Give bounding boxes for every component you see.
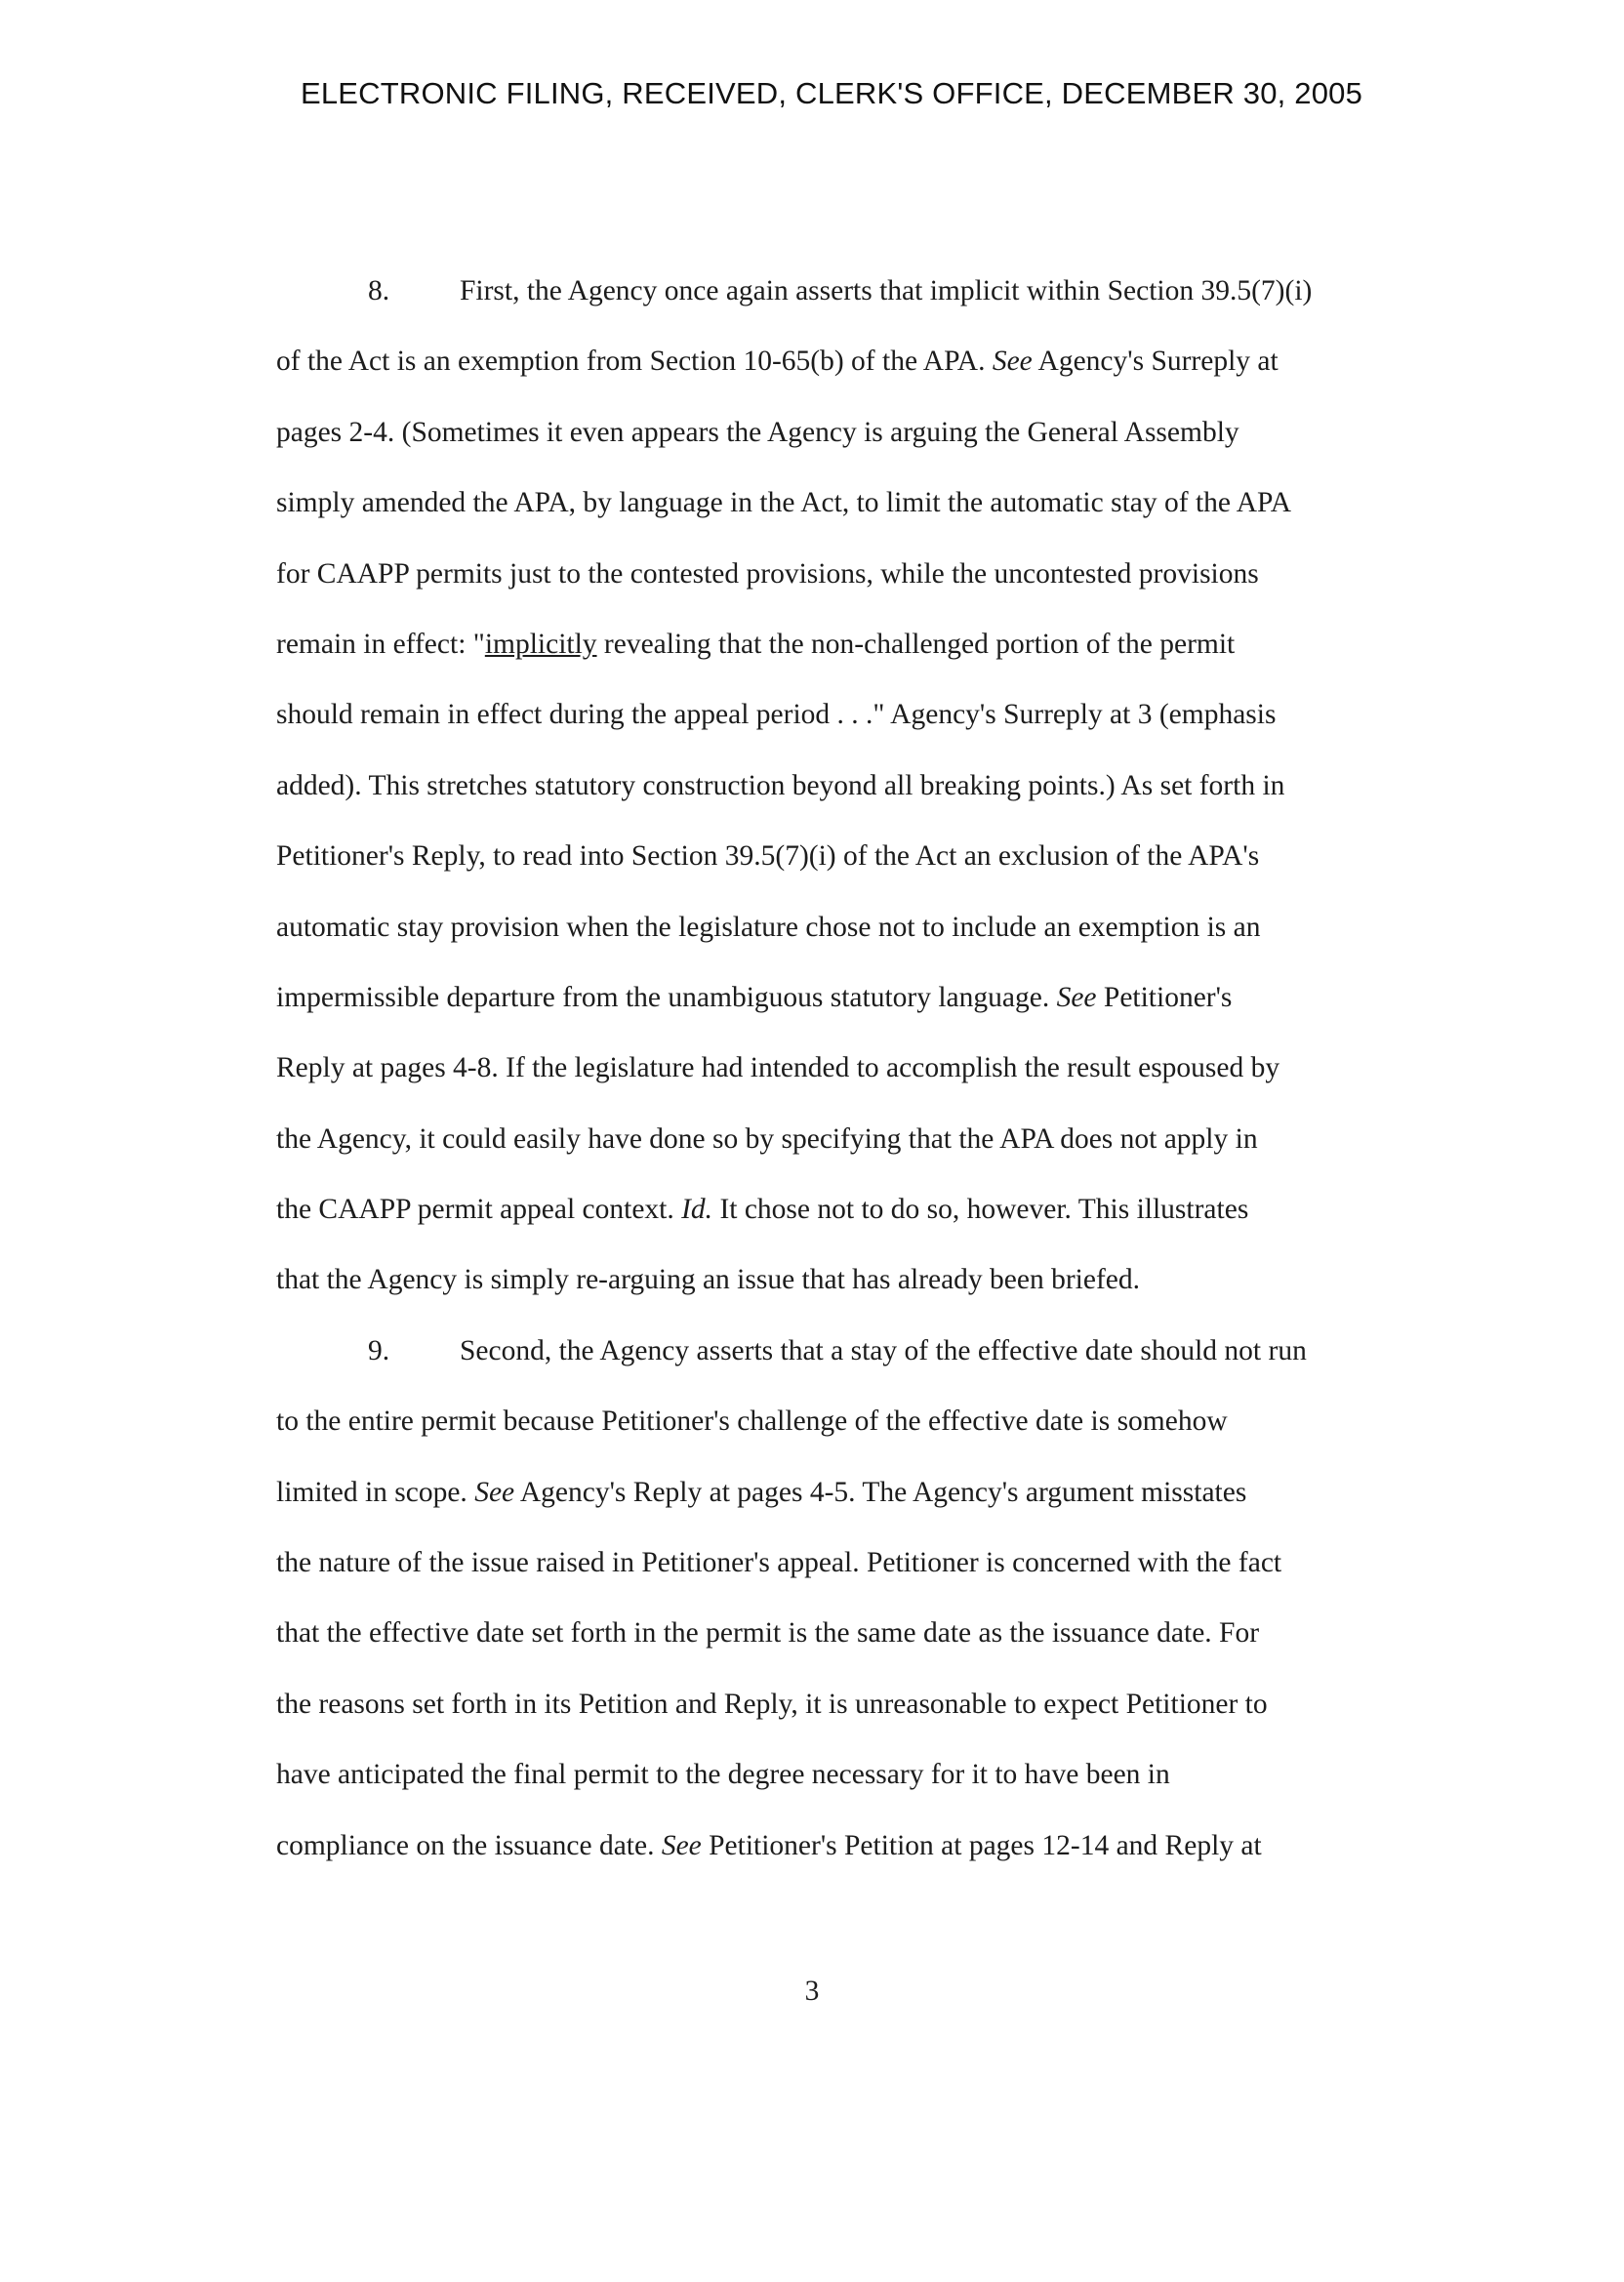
citation-signal: See <box>992 346 1033 378</box>
text-line: the Agency, it could easily have done so by specifying that the APA does not apply in <box>276 1122 1258 1155</box>
text-line: compliance on the issuance date. See Petitioner's Petition at pages 12-14 and Reply at <box>276 1829 1262 1861</box>
emphasized-word: implicitly <box>484 628 597 660</box>
text-line: the nature of the issue raised in Petitioner's appeal. Petitioner is concerned with the fact <box>276 1547 1282 1579</box>
paragraph-9 <box>276 1316 1379 1881</box>
text-line: added). This stretches statutory construction beyond all breaking points.) As set forth in <box>276 769 1285 801</box>
text-line: 9. Second, the Agency asserts that a stay of the effective date should not run <box>276 1316 1379 1386</box>
text-line: the CAAPP permit appeal context. Id. It chose not to do so, however. This illustrates <box>276 1194 1249 1226</box>
text-line: remain in effect: "implicitly revealing that the non-challenged portion of the permit <box>276 628 1236 660</box>
filing-stamp-text: ELECTRONIC FILING, RECEIVED, CLERK'S OFFICE, DECEMBER 30, 2005 <box>300 76 1363 110</box>
text-line: limited in scope. See Agency's Reply at pages 4-5. The Agency's argument misstates <box>276 1476 1247 1508</box>
filing-header <box>0 76 1624 111</box>
text-line: 8. First, the Agency once again asserts that implicit within Section 39.5(7)(i) <box>276 256 1379 326</box>
text-line: automatic stay provision when the legislature chose not to include an exemption is an <box>276 911 1261 943</box>
text-line: to the entire permit because Petitioner's challenge of the effective date is somehow <box>276 1406 1228 1438</box>
text-line: have anticipated the final permit to the degree necessary for it to have been in <box>276 1759 1170 1791</box>
text-line: of the Act is an exemption from Section 10-65(b) of the APA. See Agency's Surreply at <box>276 346 1279 378</box>
text-line: Petitioner's Reply, to read into Section 39.5(7)(i) of the Act an exclusion of the APA's <box>276 840 1260 873</box>
text-line: that the effective date set forth in the permit is the same date as the issuance date. For <box>276 1617 1260 1650</box>
page-number: 3 <box>804 1976 820 2007</box>
document-body <box>276 256 1379 1881</box>
text-line: should remain in effect during the appeal period . . ." Agency's Surreply at 3 (emphasis <box>276 699 1277 731</box>
text-line: Reply at pages 4-8. If the legislature had intended to accomplish the result espoused by <box>276 1052 1280 1084</box>
text-line: the reasons set forth in its Petition and Reply, it is unreasonable to expect Petitioner to <box>276 1688 1268 1720</box>
text-line: impermissible departure from the unambiguous statutory language. See Petitioner's <box>276 981 1233 1013</box>
citation-signal: See <box>474 1476 515 1508</box>
citation-signal: See <box>661 1829 702 1861</box>
text-line: simply amended the APA, by language in the Act, to limit the automatic stay of the APA <box>276 487 1292 519</box>
citation-signal: Id. <box>681 1194 713 1226</box>
paragraph-number: 8. <box>368 275 390 306</box>
text-line: for CAAPP permits just to the contested provisions, while the uncontested provisions <box>276 557 1259 590</box>
paragraph-number: 9. <box>368 1334 390 1366</box>
text-line: that the Agency is simply re-arguing an issue that has already been briefed. <box>276 1264 1140 1296</box>
paragraph-8 <box>276 256 1379 1316</box>
text-line: pages 2-4. (Sometimes it even appears the Agency is arguing the General Assembly <box>276 416 1239 448</box>
citation-signal: See <box>1056 981 1097 1013</box>
